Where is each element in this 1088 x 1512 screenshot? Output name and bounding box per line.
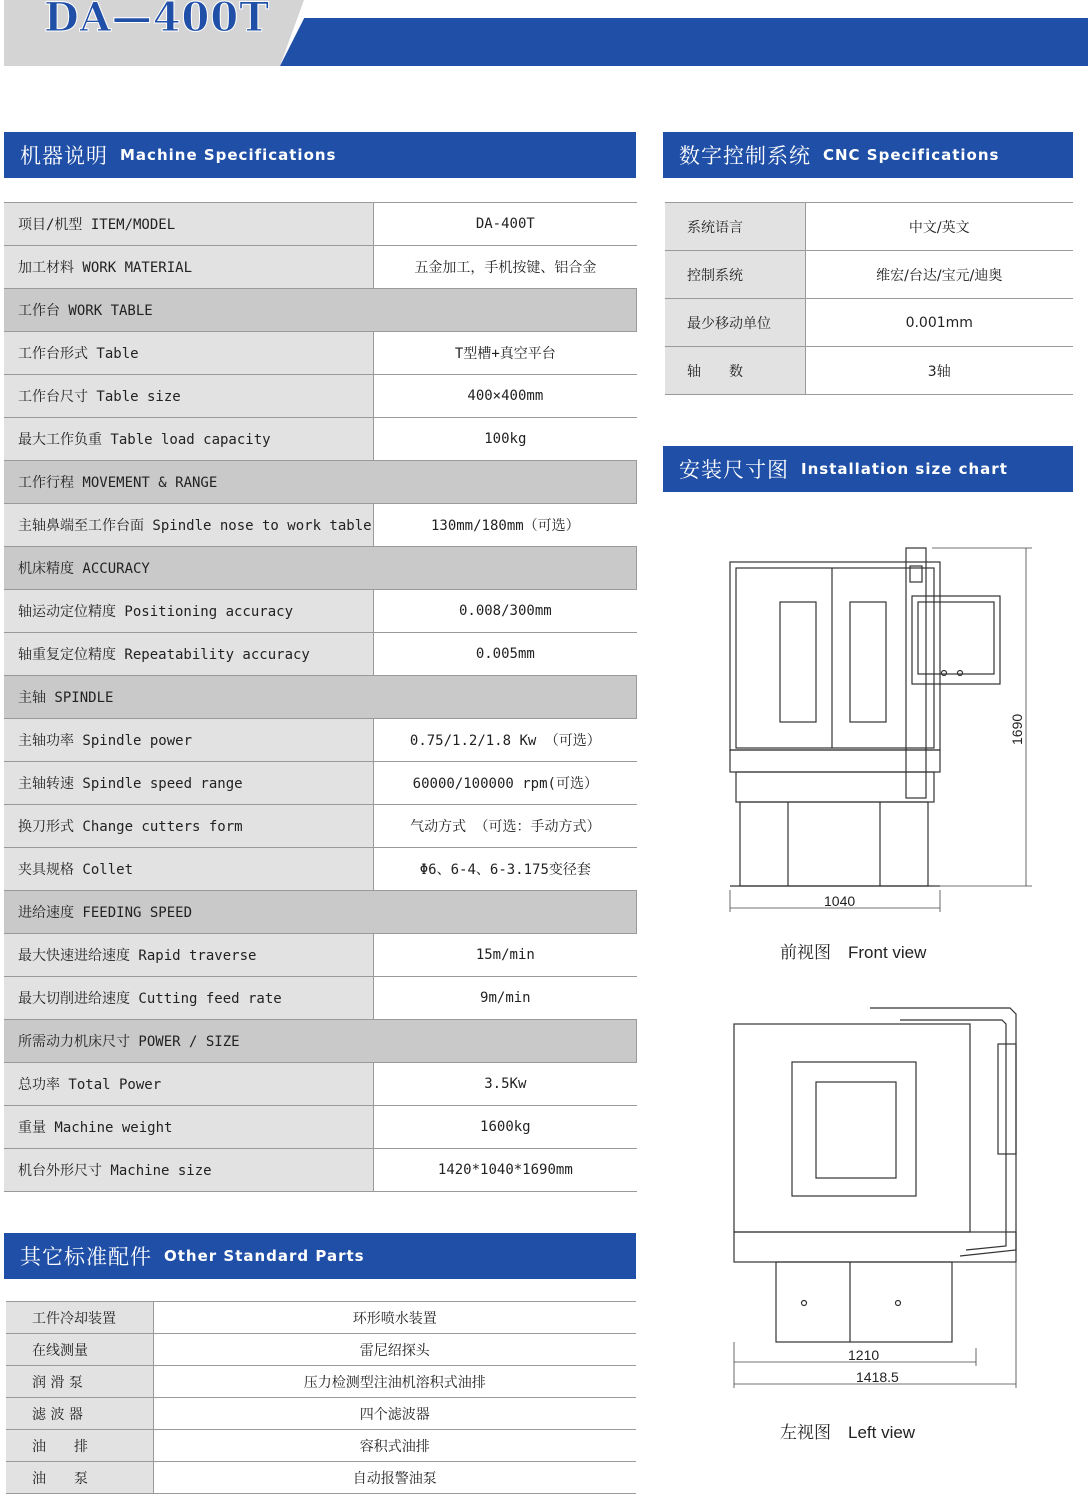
spec-group-label: 所需动力机床尺寸 POWER / SIZE [4,1020,637,1063]
cnc-key: 系统语言 [665,203,805,251]
cnc-key: 轴 数 [665,347,805,395]
spec-key: 总功率 Total Power [4,1063,374,1106]
part-key: 润 滑 泵 [6,1366,153,1398]
other-parts-title-cn: 其它标准配件 [20,1245,152,1269]
part-value: 四个滤波器 [153,1398,636,1430]
spec-group-row [4,1020,637,1063]
part-value: 雷尼绍探头 [153,1334,636,1366]
installation-title-cn: 安装尺寸图 [679,458,789,482]
spec-value: 100kg [374,418,637,461]
cnc-value: 维宏/台达/宝元/迪奥 [805,251,1073,299]
spec-value: T型槽+真空平台 [374,332,637,375]
spec-row [4,246,637,289]
machine-specs-table [4,202,637,1192]
spec-group-label: 工作行程 MOVEMENT & RANGE [4,461,637,504]
part-key: 工件冷却装置 [6,1302,153,1334]
part-value: 自动报警油泵 [153,1462,636,1494]
spec-row [4,504,637,547]
spec-group-row [4,461,637,504]
spec-value: 9m/min [374,977,637,1020]
part-row [6,1430,636,1462]
spec-row [4,1106,637,1149]
part-key: 在线测量 [6,1334,153,1366]
spec-key: 加工材料 WORK MATERIAL [4,246,374,289]
spec-key: 最大工作负重 Table load capacity [4,418,374,461]
front-view-drawing [700,540,1060,920]
spec-value: 60000/100000 rpm(可选） [374,762,637,805]
spec-value: 15m/min [374,934,637,977]
spec-value: 1600kg [374,1106,637,1149]
part-value: 压力检测型注油机溶积式油排 [153,1366,636,1398]
spec-key: 主轴转速 Spindle speed range [4,762,374,805]
cnc-value: 3轴 [805,347,1073,395]
spec-value: 五金加工，手机按键、铝合金 [374,246,637,289]
spec-group-label: 进给速度 FEEDING SPEED [4,891,637,934]
part-key: 滤 波 器 [6,1398,153,1430]
spec-row [4,375,637,418]
machine-specs-title-cn: 机器说明 [20,144,108,168]
spec-row [4,203,637,246]
spec-value: 0.005mm [374,633,637,676]
part-row [6,1334,636,1366]
other-parts-table [6,1301,636,1494]
spec-value: 1420*1040*1690mm [374,1149,637,1192]
front-width-dim: 1040 [824,893,856,909]
spec-value: 0.008/300mm [374,590,637,633]
cnc-value: 中文/英文 [805,203,1073,251]
spec-row [4,762,637,805]
cnc-key: 最少移动单位 [665,299,805,347]
left-outer-dim: 1418.5 [856,1369,899,1385]
spec-row [4,719,637,762]
spec-value: 3.5Kw [374,1063,637,1106]
spec-group-label: 工作台 WORK TABLE [4,289,637,332]
spec-group-label: 主轴 SPINDLE [4,676,637,719]
spec-row [4,633,637,676]
spec-key: 换刀形式 Change cutters form [4,805,374,848]
cnc-row [665,299,1073,347]
left-view-label: 左视图 Left view [780,1423,916,1442]
cnc-specs-title-cn: 数字控制系统 [679,144,811,168]
spec-value: 0.75/1.2/1.8 Kw （可选） [374,719,637,762]
cnc-specs-header [663,132,1073,178]
part-row [6,1398,636,1430]
part-row [6,1462,636,1494]
spec-group-row [4,891,637,934]
spec-key: 重量 Machine weight [4,1106,374,1149]
spec-key: 夹具规格 Collet [4,848,374,891]
spec-key: 主轴鼻端至工作台面 Spindle nose to work table [4,504,374,547]
spec-value: 气动方式 （可选：手动方式） [374,805,637,848]
spec-group-row [4,676,637,719]
front-view-label: 前视图 Front view [780,943,927,962]
installation-title-en: Installation size chart [801,460,1008,478]
spec-group-row [4,289,637,332]
installation-header [663,446,1073,492]
part-row [6,1366,636,1398]
spec-key: 机台外形尺寸 Machine size [4,1149,374,1192]
model-title: DA—400T [44,0,270,41]
spec-row [4,418,637,461]
spec-row [4,1063,637,1106]
spec-key: 项目/机型 ITEM/MODEL [4,203,374,246]
spec-row [4,332,637,375]
machine-specs-header [4,132,636,178]
spec-row [4,1149,637,1192]
machine-specs-title-en: Machine Specifications [120,146,337,164]
spec-key: 轴运动定位精度 Positioning accuracy [4,590,374,633]
cnc-row [665,203,1073,251]
spec-row [4,934,637,977]
part-value: 环形喷水装置 [153,1302,636,1334]
other-parts-header [4,1233,636,1279]
part-key: 油 排 [6,1430,153,1462]
cnc-row [665,251,1073,299]
left-inner-dim: 1210 [848,1347,880,1363]
spec-key: 工作台形式 Table [4,332,374,375]
cnc-specs-table [665,202,1073,395]
part-row [6,1302,636,1334]
part-key: 油 泵 [6,1462,153,1494]
spec-key: 轴重复定位精度 Repeatability accuracy [4,633,374,676]
spec-row [4,805,637,848]
spec-key: 最大切削进给速度 Cutting feed rate [4,977,374,1020]
spec-value: Φ6、6-4、6-3.175变径套 [374,848,637,891]
banner-blue-bar [280,18,1088,66]
spec-key: 最大快速进给速度 Rapid traverse [4,934,374,977]
spec-row [4,848,637,891]
cnc-value: 0.001mm [805,299,1073,347]
spec-value: 400×400mm [374,375,637,418]
cnc-row [665,347,1073,395]
spec-value: DA-400T [374,203,637,246]
other-parts-title-en: Other Standard Parts [164,1247,365,1265]
spec-key: 主轴功率 Spindle power [4,719,374,762]
cnc-specs-title-en: CNC Specifications [823,146,1000,164]
front-height-dim: 1690 [1009,713,1025,745]
spec-value: 130mm/180mm（可选） [374,504,637,547]
cnc-key: 控制系统 [665,251,805,299]
spec-row [4,590,637,633]
spec-group-label: 机床精度 ACCURACY [4,547,637,590]
spec-group-row [4,547,637,590]
spec-row [4,977,637,1020]
spec-key: 工作台尺寸 Table size [4,375,374,418]
left-view-drawing [720,1000,1050,1395]
part-value: 容积式油排 [153,1430,636,1462]
